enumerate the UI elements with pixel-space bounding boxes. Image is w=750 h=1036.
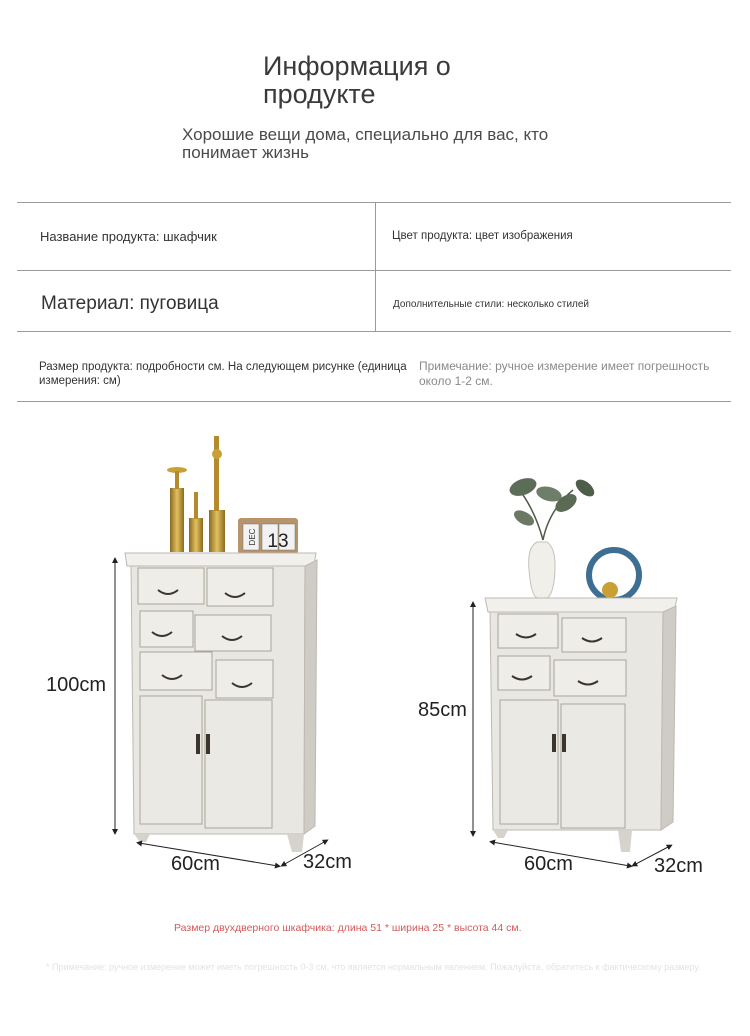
candle-holders (167, 436, 225, 552)
calendar-month: DEC (248, 528, 257, 546)
product-styles: Дополнительные стили: несколько стилей (393, 299, 590, 310)
cabinet-large-image (125, 436, 317, 852)
ring-ornament (589, 550, 639, 604)
product-size: Размер продукта: подробности см. На следующем рисунке (единица измерения: см) (39, 361, 407, 387)
faint-disclaimer: * Примечание: ручное измерение может иметь погрешность 0-3 см, что является нормальным явлением. Пожалуйста, обратитесь к фактическому размеру. (46, 962, 701, 972)
measurement-note: Примечание: ручное измерение имеет погрешность около 1-2 см. (419, 359, 710, 388)
two-door-size-note: Размер двухдверного шкафчика: длина 51 * ширина 25 * высота 44 см. (174, 922, 522, 934)
right-width-label: 60cm (524, 853, 573, 875)
product-color: Цвет продукта: цвет изображения (392, 230, 573, 242)
right-height-label: 85cm (418, 699, 467, 721)
product-name: Название продукта: шкафчик (40, 229, 217, 244)
product-material: Материал: пуговица (41, 293, 219, 314)
calendar-day: 13 (267, 531, 289, 552)
vase-plant (507, 475, 597, 598)
right-depth-label: 32cm (654, 855, 703, 877)
left-height-label: 100cm (46, 674, 107, 696)
left-width-label: 60cm (171, 853, 220, 875)
page-subtitle: Хорошие вещи дома, специально для вас, кто понимает жизнь (182, 125, 549, 162)
cabinet-small-image (485, 475, 677, 852)
left-depth-label: 32cm (303, 851, 352, 873)
desk-calendar (238, 518, 298, 554)
page-title: Информация о продукте (263, 51, 451, 109)
